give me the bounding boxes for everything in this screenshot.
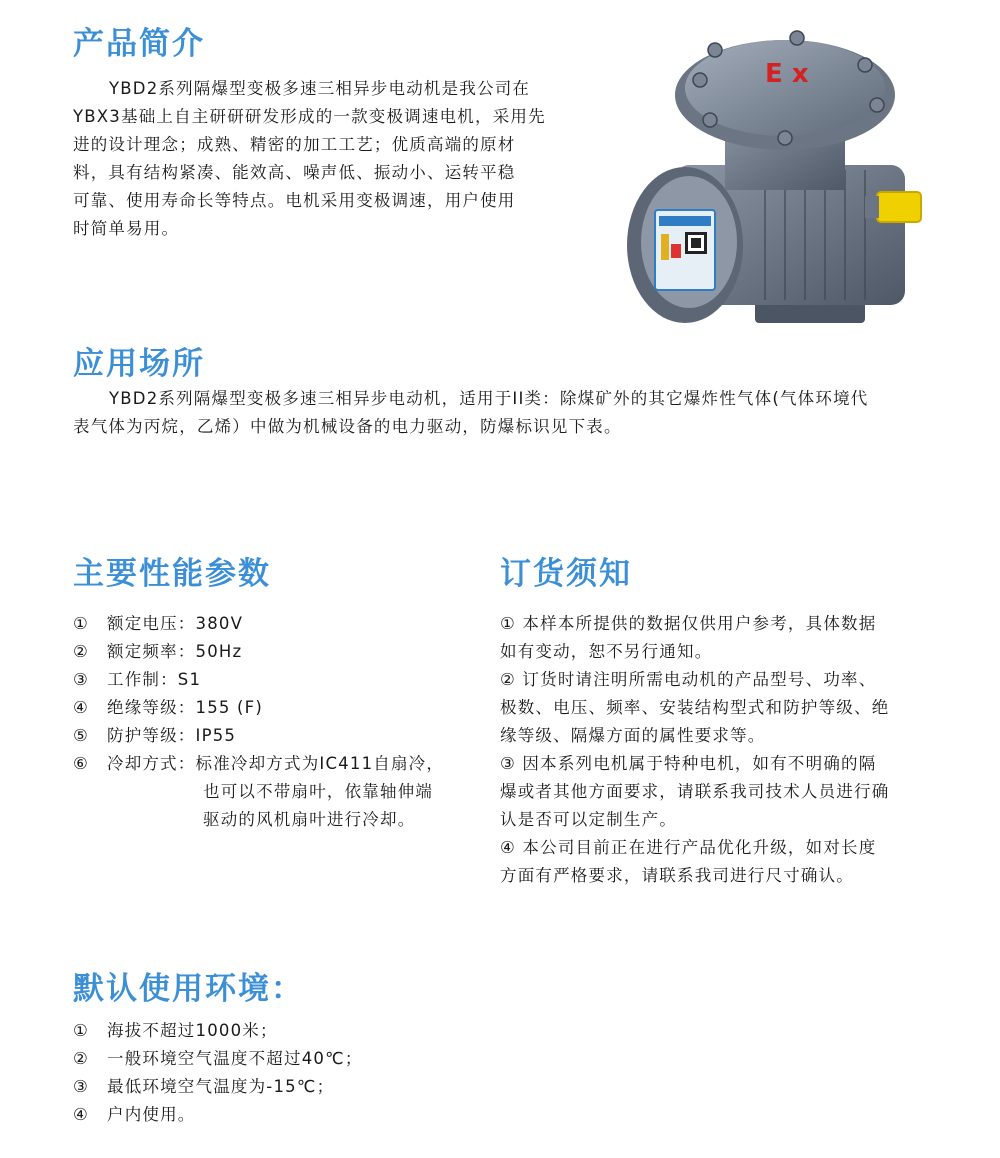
application-line: 表气体为丙烷，乙烯）中做为机械设备的电力驱动，防爆标识见下表。 [73, 417, 622, 436]
item-number: ① [73, 1021, 89, 1040]
item-number: ③ [73, 1077, 89, 1096]
item-text: 最低环境空气温度为-15℃； [107, 1077, 335, 1096]
item-number: ① [73, 614, 89, 633]
ordering-line: ④ 本公司目前正在进行产品优化升级，如对长度 [500, 838, 877, 857]
environment-list [73, 1017, 573, 1129]
motor-image [615, 20, 945, 330]
ordering-line: 缘等级、隔爆方面的属性要求等。 [500, 726, 766, 745]
item-text: 户内使用。 [107, 1105, 196, 1124]
performance-list [73, 610, 483, 834]
item-number: ③ [73, 670, 89, 689]
intro-line: 进的设计理念；成熟、精密的加工工艺；优质高端的原材 [73, 135, 516, 154]
ordering-line: ② 订货时请注明所需电动机的产品型号、功率、 [500, 670, 877, 689]
application-line: YBD2系列隔爆型变极多速三相异步电动机，适用于II类：除煤矿外的其它爆炸性气体(气体环境代 [109, 389, 869, 408]
item-text: 也可以不带扇叶，依靠轴伸端 [203, 782, 434, 801]
intro-line: 可靠、使用寿命长等特点。电机采用变极调速，用户使用 [73, 191, 516, 210]
item-text: 额定电压：380V [107, 614, 244, 633]
item-number: ② [73, 642, 89, 661]
cable-gland [877, 192, 921, 222]
intro-paragraph [73, 75, 593, 243]
item-text: 工作制：S1 [107, 670, 202, 689]
ordering-line: 认是否可以定制生产。 [500, 810, 677, 829]
item-text: 额定频率：50Hz [107, 642, 243, 661]
item-number: ⑥ [73, 754, 89, 773]
ordering-line: 如有变动，恕不另行通知。 [500, 642, 713, 661]
item-text: 防护等级：IP55 [107, 726, 237, 745]
item-text: 绝缘等级：155 (F) [107, 698, 264, 717]
item-text: 驱动的风机扇叶进行冷却。 [203, 810, 416, 829]
ordering-title: 订货须知 [500, 556, 632, 592]
item-text: 海拔不超过1000米； [107, 1021, 278, 1040]
item-number: ④ [73, 698, 89, 717]
list-item [73, 666, 483, 694]
list-item [73, 1101, 573, 1129]
intro-line: YBX3基础上自主研研研发形成的一款变极调速电机，采用先 [73, 107, 546, 126]
list-item [73, 694, 483, 722]
item-number: ⑤ [73, 726, 89, 745]
ordering-line: 极数、电压、频率、安装结构型式和防护等级、绝 [500, 698, 890, 717]
intro-line: 时简单易用。 [73, 219, 180, 238]
item-number: ④ [73, 1105, 89, 1124]
environment-title: 默认使用环境： [73, 971, 304, 1007]
list-item [73, 1045, 573, 1073]
ordering-line: 方面有严格要求，请联系我司进行尺寸确认。 [500, 866, 854, 885]
ordering-line: ③ 因本系列电机属于特种电机，如有不明确的隔 [500, 754, 877, 773]
intro-title: 产品简介 [73, 26, 205, 62]
item-text: 一般环境空气温度不超过40℃； [107, 1049, 363, 1068]
application-paragraph [73, 385, 953, 441]
item-number: ② [73, 1049, 89, 1068]
intro-line: YBD2系列隔爆型变极多速三相异步电动机是我公司在 [109, 79, 531, 98]
performance-title: 主要性能参数 [73, 556, 271, 592]
list-item [73, 1073, 573, 1101]
list-item-continuation [73, 806, 483, 834]
item-text: 冷却方式：标准冷却方式为IC411自扇冷， [107, 754, 445, 773]
ordering-paragraph [500, 610, 940, 890]
list-item-continuation [73, 778, 483, 806]
ordering-line: 爆或者其他方面要求，请联系我司技术人员进行确 [500, 782, 890, 801]
ordering-line: ① 本样本所提供的数据仅供用户参考，具体数据 [500, 614, 877, 633]
application-title: 应用场所 [73, 346, 205, 382]
list-item [73, 722, 483, 750]
list-item [73, 638, 483, 666]
intro-line: 料，具有结构紧凑、能效高、噪声低、振动小、运转平稳 [73, 163, 516, 182]
ex-mark: E x [765, 59, 809, 89]
list-item [73, 1017, 573, 1045]
list-item [73, 610, 483, 638]
list-item [73, 750, 483, 778]
